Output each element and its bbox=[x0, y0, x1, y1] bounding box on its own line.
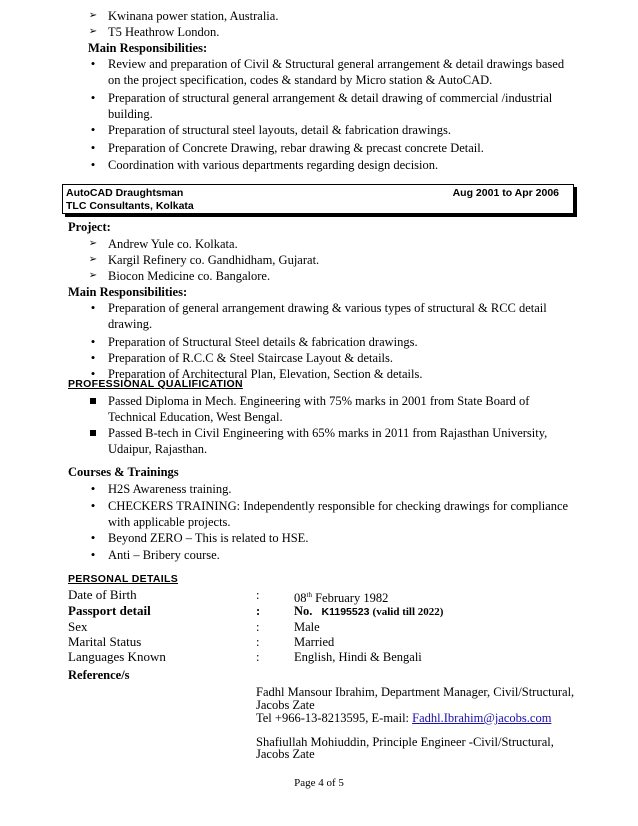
colon: : bbox=[256, 650, 260, 664]
reference-name: Fadhl Mansour Ibrahim, Department Manager, Civil/Structural, bbox=[256, 685, 575, 699]
bullet-icon: • bbox=[90, 122, 96, 137]
bullet-icon: • bbox=[90, 157, 96, 172]
qualification-item-cont: Technical Education, West Bengal. bbox=[108, 410, 283, 424]
languages-label: Languages Known bbox=[68, 649, 166, 664]
courses-heading: Courses & Trainings bbox=[68, 465, 179, 479]
list-item: Preparation of structural general arrangement & detail drawing of commercial /industrial bbox=[108, 91, 553, 105]
reference-phone: Tel +966-13-8213595, E-mail: bbox=[256, 711, 413, 725]
list-item: Review and preparation of Civil & Structural general arrangement & detail drawings based bbox=[108, 57, 565, 71]
page-number: Page 4 of 5 bbox=[294, 777, 344, 789]
job-header-box bbox=[62, 184, 574, 214]
job-dates: Aug 2001 to Apr 2006 bbox=[452, 187, 559, 199]
colon: : bbox=[256, 604, 261, 618]
dob-label: Date of Birth bbox=[68, 587, 137, 602]
passport-value bbox=[294, 603, 443, 620]
project-item: T5 Heathrow London. bbox=[108, 25, 220, 39]
qualification-heading: PROFESSIONAL QUALIFICATION bbox=[68, 378, 243, 390]
reference-name: Shafiullah Mohiuddin, Principle Engineer -Civil/Structural, bbox=[256, 735, 554, 749]
arrow-bullet-icon: ➢ bbox=[88, 238, 98, 249]
square-bullet-icon bbox=[90, 398, 96, 404]
dob-month-year: February 1982 bbox=[311, 591, 389, 606]
languages-value: English, Hindi & Bengali bbox=[294, 650, 422, 664]
job-company: TLC Consultants, Kolkata bbox=[66, 200, 194, 212]
sex-label: Sex bbox=[68, 619, 88, 634]
arrow-bullet-icon: ➢ bbox=[88, 254, 98, 265]
dob-suffix: th bbox=[306, 591, 312, 599]
responsibilities-heading: Main Responsibilities: bbox=[88, 41, 208, 55]
sex-value: Male bbox=[294, 620, 320, 634]
bullet-icon: • bbox=[90, 530, 96, 545]
list-item-cont: drawing. bbox=[108, 317, 153, 331]
reference-email-link[interactable]: Fadhl.Ibrahim@jacobs.com bbox=[412, 711, 552, 725]
passport-label: Passport detail bbox=[68, 603, 151, 618]
arrow-bullet-icon: ➢ bbox=[88, 10, 98, 21]
bullet-icon: • bbox=[90, 334, 96, 349]
square-bullet-icon bbox=[90, 430, 96, 436]
bullet-icon: • bbox=[90, 547, 96, 562]
bullet-icon: • bbox=[90, 498, 96, 513]
qualification-item: Passed B-tech in Civil Engineering with 65% marks in 2011 from Rajasthan University, bbox=[108, 426, 548, 440]
course-item: H2S Awareness training. bbox=[108, 482, 232, 496]
list-item: Preparation of general arrangement drawing & various types of structural & RCC detail bbox=[108, 301, 547, 315]
bullet-icon: • bbox=[90, 90, 96, 105]
bullet-icon: • bbox=[90, 140, 96, 155]
list-item: Coordination with various departments regarding design decision. bbox=[108, 158, 439, 172]
project-heading: Project: bbox=[68, 220, 111, 234]
bullet-icon: • bbox=[90, 350, 96, 365]
qualification-item: Passed Diploma in Mech. Engineering with 75% marks in 2001 from State Board of bbox=[108, 394, 530, 408]
project-item: Biocon Medicine co. Bangalore. bbox=[108, 269, 271, 283]
bullet-icon: • bbox=[90, 300, 96, 315]
list-item: Preparation of Concrete Drawing, rebar drawing & precast concrete Detail. bbox=[108, 141, 484, 155]
responsibilities-heading: Main Responsibilities: bbox=[68, 285, 188, 299]
list-item: Preparation of Structural Steel details & fabrication drawings. bbox=[108, 335, 418, 349]
passport-no-label: No. bbox=[294, 604, 313, 618]
dob-day: 08 bbox=[294, 591, 307, 606]
passport-number: K1195523 bbox=[321, 606, 370, 618]
reference-company: Jacobs Zate bbox=[256, 698, 315, 712]
reference-contact bbox=[256, 710, 551, 726]
personal-details-heading: PERSONAL DETAILS bbox=[68, 573, 179, 585]
course-item-cont: with applicable projects. bbox=[108, 515, 231, 529]
list-item-cont: on the project specification, codes & standard by Micro station & AutoCAD. bbox=[108, 73, 493, 87]
course-item: CHECKERS TRAINING: Independently responsible for checking drawings for compliance bbox=[108, 499, 569, 513]
colon: : bbox=[256, 620, 260, 634]
project-item: Andrew Yule co. Kolkata. bbox=[108, 237, 238, 251]
references-heading: Reference/s bbox=[68, 668, 130, 682]
reference-company: Jacobs Zate bbox=[256, 747, 315, 761]
marital-value: Married bbox=[294, 635, 335, 649]
marital-label: Marital Status bbox=[68, 634, 142, 649]
project-item: Kwinana power station, Australia. bbox=[108, 9, 279, 23]
arrow-bullet-icon: ➢ bbox=[88, 270, 98, 281]
passport-validity: (valid till 2022) bbox=[372, 606, 444, 618]
list-item: Preparation of structural steel layouts, detail & fabrication drawings. bbox=[108, 123, 451, 137]
list-item: Preparation of Architectural Plan, Elevation, Section & details. bbox=[108, 367, 423, 381]
colon: : bbox=[256, 635, 260, 649]
project-item: Kargil Refinery co. Gandhidham, Gujarat. bbox=[108, 253, 320, 267]
bullet-icon: • bbox=[90, 366, 96, 381]
job-title: AutoCAD Draughtsman bbox=[66, 187, 184, 199]
arrow-bullet-icon: ➢ bbox=[88, 26, 98, 37]
list-item-cont: building. bbox=[108, 107, 153, 121]
list-item: Preparation of R.C.C & Steel Staircase Layout & details. bbox=[108, 351, 394, 365]
course-item: Beyond ZERO – This is related to HSE. bbox=[108, 531, 309, 545]
bullet-icon: • bbox=[90, 481, 96, 496]
qualification-item-cont: Udaipur, Rajasthan. bbox=[108, 442, 208, 456]
colon: : bbox=[256, 588, 260, 602]
course-item: Anti – Bribery course. bbox=[108, 548, 220, 562]
bullet-icon: • bbox=[90, 56, 96, 71]
